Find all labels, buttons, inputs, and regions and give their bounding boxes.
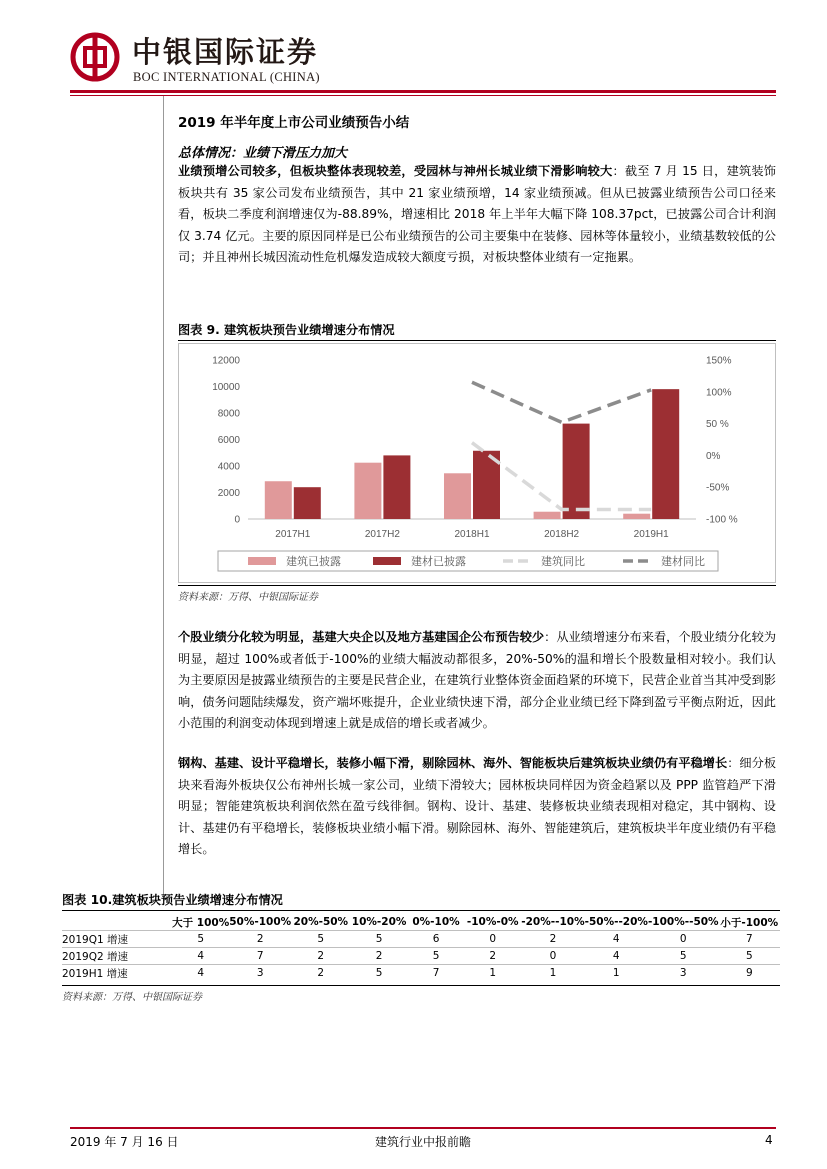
header-rule-thin bbox=[70, 95, 776, 96]
x-tick-label: 2019H1 bbox=[633, 529, 669, 540]
paragraph-subsectors-lead: 钢构、基建、设计平稳增长，装修小幅下滑，剔除园林、海外、智能板块后建筑板块业绩仍有平稳增长 bbox=[178, 756, 728, 770]
bar bbox=[652, 389, 679, 519]
table10-cell: 0 bbox=[549, 950, 557, 962]
table10-cell: 4 bbox=[612, 933, 620, 945]
figure9-bottom-rule bbox=[178, 585, 776, 586]
table10-cell: 7 bbox=[256, 950, 264, 962]
x-tick-label: 2018H2 bbox=[544, 529, 580, 540]
table10-cell: 2 bbox=[317, 950, 325, 962]
table10-header-cell: -10%-0% bbox=[466, 916, 519, 928]
table10-row-label: 2019H1 增速 bbox=[62, 967, 128, 980]
paragraph-overview-body: ：截至 7 月 15 日，建筑装饰板块共有 35 家公司发布业绩预告，其中 21 家业绩预增，14 家业绩预减。但从已披露业绩预告公司口径来看，板块二季度利润增速仅为-88.89%，增速相比 2018 年上半年大幅下降 108.37pct，已披露公司合计利润仅 3.74 亿元。主要的原因同样是已公布业绩预告的公司主要集中在装修、园林等体量较小，业绩基数较低的公司；并且神州长城因流动性危机爆发造成较大额度亏损，对板块整体业绩有一定拖累。 bbox=[178, 164, 776, 264]
table10-cell: 2 bbox=[549, 933, 557, 945]
table10-cell: 3 bbox=[256, 967, 264, 979]
table10-cell: 5 bbox=[679, 950, 687, 962]
table10-cell: 9 bbox=[745, 967, 753, 979]
y-right-tick-label: -50% bbox=[706, 482, 730, 494]
table10-cell: 0 bbox=[679, 933, 687, 945]
y-left-tick-label: 12000 bbox=[212, 355, 240, 367]
brand-name-cn: 中银国际证券 bbox=[132, 35, 319, 69]
bar bbox=[354, 463, 381, 519]
figure9-chart bbox=[178, 343, 776, 583]
paragraph-subsectors bbox=[178, 753, 776, 861]
y-right-tick-label: 100% bbox=[706, 387, 732, 399]
figure9-title: 图表 9. 建筑板块预告业绩增速分布情况 bbox=[178, 323, 395, 337]
table10-cell: 7 bbox=[745, 933, 753, 945]
table10 bbox=[62, 914, 780, 981]
table10-cell: 2 bbox=[375, 950, 383, 962]
legend-swatch bbox=[248, 557, 276, 565]
table10-title: 图表 10.建筑板块预告业绩增速分布情况 bbox=[62, 893, 283, 907]
bar bbox=[294, 487, 321, 519]
page-number: 4 bbox=[765, 1133, 773, 1147]
legend-label: 建筑同比 bbox=[541, 556, 585, 568]
table10-cell: 0 bbox=[489, 933, 497, 945]
bar bbox=[444, 473, 471, 519]
y-right-tick-label: 0% bbox=[706, 450, 721, 462]
footer-rule bbox=[70, 1127, 776, 1129]
figure9-top-rule bbox=[178, 340, 776, 341]
boc-logo bbox=[70, 32, 120, 82]
table10-cell: 6 bbox=[432, 933, 440, 945]
header-rule bbox=[70, 90, 776, 93]
section-title: 2019 年半年度上市公司业绩预告小结 bbox=[178, 115, 410, 131]
legend-swatch bbox=[373, 557, 401, 565]
x-tick-label: 2017H1 bbox=[275, 529, 311, 540]
table10-bottom-rule bbox=[62, 985, 780, 986]
table10-cell: 5 bbox=[317, 933, 325, 945]
table10-cell: 5 bbox=[375, 967, 383, 979]
table10-header-cell: 小于-100% bbox=[720, 916, 779, 929]
table10-row-label: 2019Q2 增速 bbox=[62, 950, 129, 963]
table10-header-cell: 大于 100% bbox=[172, 916, 230, 929]
y-right-tick-label: -100 % bbox=[706, 514, 738, 526]
table10-cell: 5 bbox=[745, 950, 753, 962]
table10-cell: 4 bbox=[612, 950, 620, 962]
y-right-tick-label: 50 % bbox=[706, 419, 729, 431]
x-tick-label: 2017H2 bbox=[364, 529, 400, 540]
table10-cell: 2 bbox=[489, 950, 497, 962]
table-row bbox=[62, 948, 780, 965]
paragraph-overview-lead: 业绩预增公司较多，但板块整体表现较差，受园林与神州长城业绩下滑影响较大 bbox=[178, 164, 613, 178]
table10-cell: 4 bbox=[197, 950, 205, 962]
figure9-source: 资料来源：万得、中银国际证券 bbox=[178, 592, 318, 603]
table10-source: 资料来源：万得、中银国际证券 bbox=[62, 992, 202, 1003]
paragraph-dispersion bbox=[178, 627, 776, 735]
table10-cell: 1 bbox=[489, 967, 497, 979]
table10-cell: 4 bbox=[197, 967, 205, 979]
y-left-tick-label: 6000 bbox=[217, 435, 240, 446]
margin-rule bbox=[163, 96, 164, 896]
table10-cell: 2 bbox=[317, 967, 325, 979]
table10-cell: 2 bbox=[256, 933, 264, 945]
chart-legend bbox=[218, 551, 718, 571]
x-tick-label: 2018H1 bbox=[454, 529, 490, 540]
bar bbox=[265, 481, 292, 519]
y-left-tick-label: 2000 bbox=[217, 488, 240, 499]
table10-header-cell: -50%--20% bbox=[584, 916, 648, 928]
table10-row-label: 2019Q1 增速 bbox=[62, 933, 129, 946]
brand-name-en: BOC INTERNATIONAL (CHINA) bbox=[133, 70, 320, 84]
footer-date: 2019 年 7 月 16 日 bbox=[70, 1135, 179, 1149]
y-left-tick-label: 10000 bbox=[212, 382, 240, 393]
paragraph-dispersion-lead: 个股业绩分化较为明显，基建大央企以及地方基建国企公布预告较少 bbox=[178, 630, 545, 644]
legend-label: 建筑已披露 bbox=[286, 556, 341, 568]
table10-header-cell bbox=[62, 914, 172, 931]
bar bbox=[534, 512, 561, 519]
y-right-tick-label: 150% bbox=[706, 355, 732, 367]
table10-cell: 5 bbox=[375, 933, 383, 945]
legend-label: 建材同比 bbox=[661, 556, 705, 568]
paragraph-dispersion-body: ：从业绩增速分布来看，个股业绩分化较为明显，超过 100%或者低于-100%的业绩大幅波动都很多，20%-50%的温和增长个股数量相对较小。我们认为主要原因是披露业绩预告的主要是民营企业，在建筑行业整体资金面趋紧的环境下，民营企业首当其冲受到影响，债务问题陆续爆发，资产端坏账提升，企业业绩快速下滑，部分企业业绩已经下降到盈亏平衡点附近，因此小范围的利润变动体现到增速上就是成倍的增长或者减少。 bbox=[178, 630, 777, 730]
bar bbox=[623, 514, 650, 519]
table10-cell: 1 bbox=[612, 967, 620, 979]
table10-header-cell: -20%--10% bbox=[521, 916, 585, 928]
table10-top-rule bbox=[62, 910, 780, 911]
table10-cell: 7 bbox=[432, 967, 440, 979]
section-subtitle: 总体情况：业绩下滑压力加大 bbox=[178, 146, 348, 161]
table10-header-cell: 10%-20% bbox=[351, 916, 407, 928]
table-row bbox=[62, 931, 780, 948]
table10-cell: 5 bbox=[197, 933, 205, 945]
table10-cell: 1 bbox=[549, 967, 557, 979]
legend-label: 建材已披露 bbox=[411, 556, 466, 568]
table10-header-cell: 50%-100% bbox=[229, 916, 292, 928]
footer-report-title: 建筑行业中报前瞻 bbox=[375, 1135, 472, 1149]
bar bbox=[563, 424, 590, 519]
table10-header-cell: 20%-50% bbox=[293, 916, 349, 928]
table10-header-row bbox=[62, 914, 780, 931]
y-left-tick-label: 8000 bbox=[217, 408, 240, 420]
paragraph-overview bbox=[178, 161, 776, 269]
table10-header-cell: -100%--50% bbox=[647, 916, 719, 928]
paragraph-subsectors-body: ：细分板块来看海外板块仅公布神州长城一家公司，业绩下滑较大；园林板块同样因为资金趋紧以及 PPP 监管趋严下滑明显；智能建筑板块利润依然在盈亏线徘徊。钢构、设计、基建、装修板块业绩表现相对稳定，其中钢构、设计、基建仍有平稳增长，装修板块业绩小幅下滑。剔除园林、海外、智能建筑后，建筑板块半年度业绩仍有平稳增长。 bbox=[178, 756, 777, 856]
bar bbox=[383, 455, 410, 519]
table10-header-cell: 0%-10% bbox=[412, 916, 460, 928]
y-left-tick-label: 4000 bbox=[217, 461, 240, 473]
table10-cell: 5 bbox=[432, 950, 440, 962]
table10-cell: 3 bbox=[679, 967, 687, 979]
y-left-tick-label: 0 bbox=[234, 514, 240, 526]
table-row bbox=[62, 965, 780, 982]
